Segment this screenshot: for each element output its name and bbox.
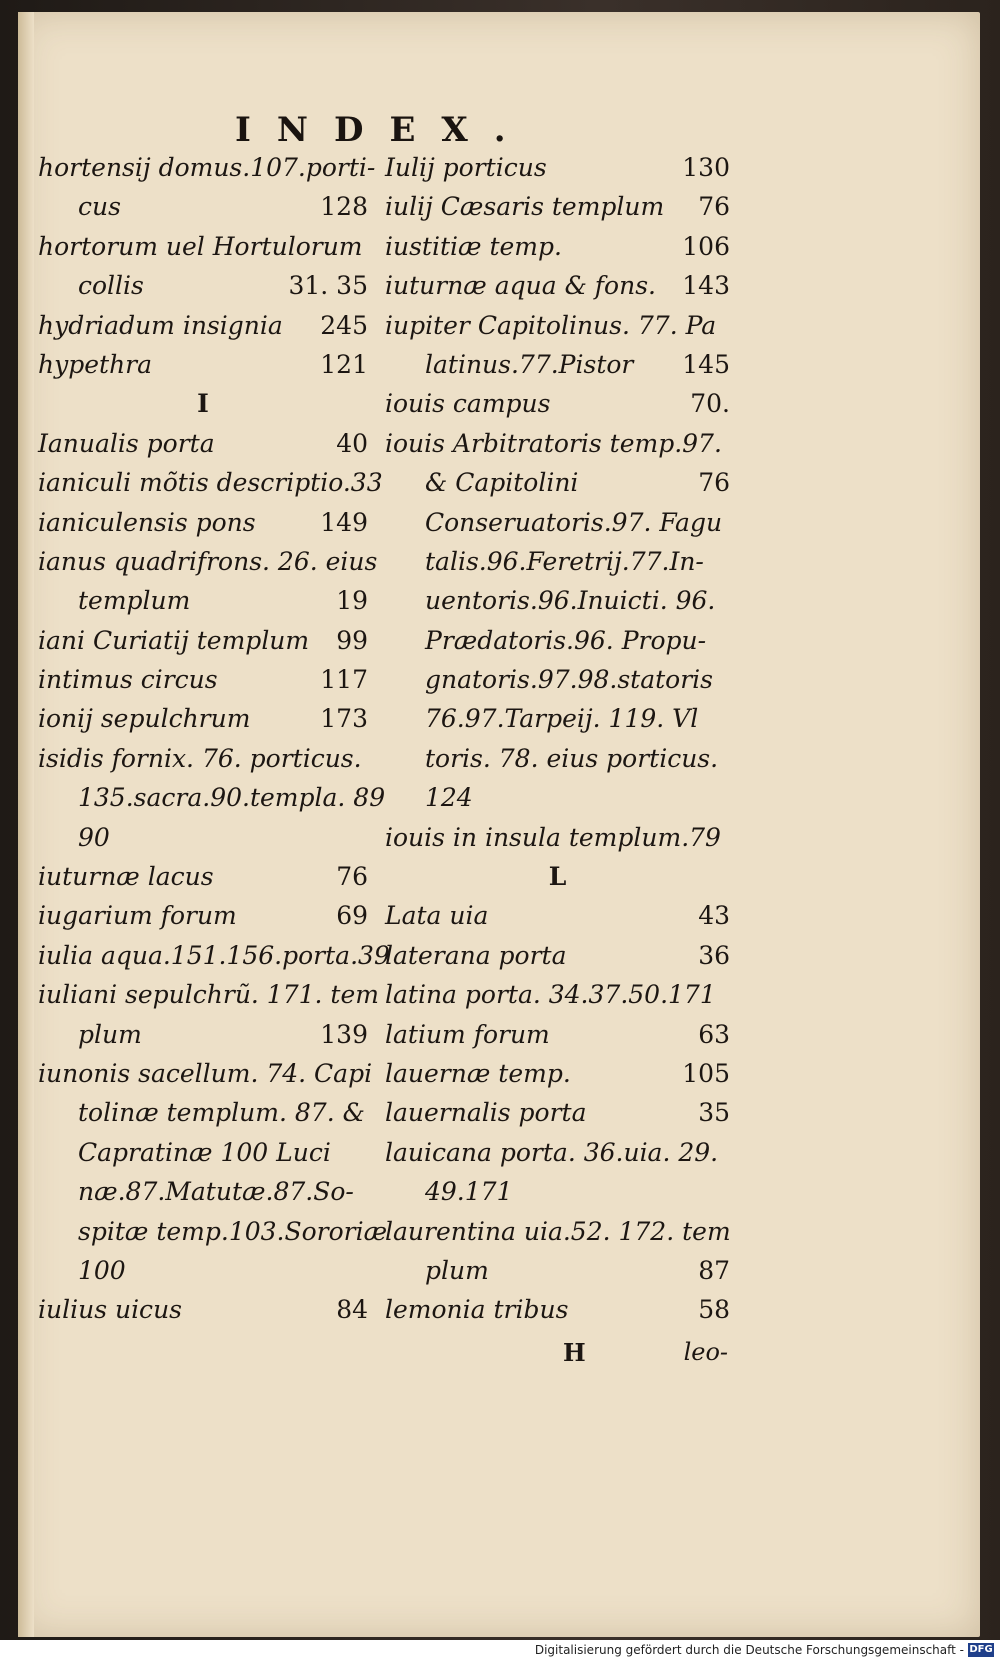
index-entry	[385, 306, 730, 345]
index-entry	[385, 1093, 730, 1132]
index-entry	[38, 896, 368, 935]
index-entry	[385, 936, 730, 975]
index-entry-text: iulij Cæsaris templum	[385, 192, 665, 222]
index-entry-text: 124	[425, 783, 473, 813]
index-entry	[385, 975, 730, 1014]
index-entry-text: Lata uia	[385, 901, 489, 931]
index-entry	[385, 227, 730, 266]
index-entry	[38, 306, 368, 345]
index-column-left	[38, 148, 390, 1330]
index-entry	[38, 187, 368, 226]
index-entry-text: spitæ temp.103.Sororiæ	[78, 1216, 388, 1246]
index-page-number: 31. 35	[288, 271, 368, 301]
index-entry-text: latinus.77.Pistor	[425, 349, 634, 379]
index-entry	[38, 1093, 368, 1132]
index-entry	[38, 1172, 368, 1211]
index-entry-text: ionij sepulchrum	[38, 704, 251, 734]
index-entry	[38, 581, 368, 620]
footer-credit: Digitalisierung gefördert durch die Deutsche Forschungsgemeinschaft -	[534, 1643, 964, 1657]
index-entry-text: 49.171	[425, 1177, 513, 1207]
index-entry-text: Iulij porticus	[385, 153, 547, 182]
index-entry	[385, 1054, 730, 1093]
index-page-number: 63	[698, 1019, 730, 1049]
index-entry-text: lauernæ temp.	[385, 1058, 571, 1088]
index-page-number: 70.	[690, 389, 730, 419]
index-page-number: 128	[320, 192, 368, 222]
index-entry	[38, 463, 383, 502]
index-entry	[385, 345, 730, 384]
index-entry	[385, 1172, 730, 1211]
index-page-number: 58	[698, 1295, 730, 1325]
index-entry-text: laterana porta	[385, 940, 567, 970]
index-entry-text: iuturnæ aqua & fons.	[385, 271, 656, 301]
index-entry-text: iugarium forum	[38, 901, 237, 931]
index-page-number: 76	[698, 468, 730, 498]
index-page-number: 105	[682, 1058, 730, 1088]
index-entry-text: ianiculi mõtis descriptio.33	[38, 468, 383, 498]
index-entry-text: 90	[78, 822, 110, 852]
index-entry-text: iouis campus	[385, 389, 551, 419]
index-page-number: 19	[336, 586, 368, 616]
index-entry-text: talis.96.Feretrij.77.In-	[425, 546, 704, 576]
digitization-footer	[0, 1640, 1000, 1661]
index-entry-text: 76.97.Tarpeij. 119. Vl	[425, 704, 699, 734]
index-entry-text: gnatoris.97.98.statoris	[425, 665, 714, 695]
index-entry-text: lemonia tribus	[385, 1295, 569, 1325]
index-entry	[38, 699, 368, 738]
index-entry-text: lauernalis porta	[385, 1098, 587, 1128]
index-entry-text: iupiter Capitolinus. 77. Pa	[385, 310, 717, 340]
index-entry-text: iouis Arbitratoris temp.97.	[385, 428, 722, 458]
index-page-number: 145	[682, 349, 730, 379]
index-entry	[38, 857, 368, 896]
index-entry-text: ianiculensis pons	[38, 507, 256, 537]
index-entry-text: Prædatoris.96. Propu-	[425, 625, 707, 655]
index-entry	[38, 266, 368, 305]
index-entry-text: hydriadum insignia	[38, 310, 283, 340]
index-entry-text: iustitiæ temp.	[385, 231, 562, 261]
index-entry	[38, 542, 378, 581]
dfg-logo: DFG	[969, 1644, 993, 1655]
index-entry-text: iani Curiatij templum	[38, 625, 310, 655]
index-entry	[38, 1133, 368, 1172]
index-entry	[385, 384, 730, 423]
section-letter	[38, 384, 368, 423]
index-entry	[38, 739, 368, 778]
index-entry-text: toris. 78. eius porticus.	[425, 743, 719, 773]
index-entry	[385, 424, 730, 463]
index-entry-text: latina porta. 34.37.50.171	[385, 980, 716, 1010]
index-entry-text: intimus circus	[38, 665, 218, 695]
index-page-number: 149	[320, 507, 368, 537]
index-page-number: 173	[320, 704, 368, 734]
index-entry-text: hortorum uel Hortulorum	[38, 231, 363, 261]
index-entry	[38, 1212, 388, 1251]
index-page-number: 139	[320, 1019, 368, 1049]
index-entry-text: latium forum	[385, 1019, 550, 1049]
index-entry-text: Conseruatoris.97. Fagu	[425, 507, 723, 537]
index-entry	[38, 778, 386, 817]
index-page-number: 99	[336, 625, 368, 655]
index-entry	[38, 503, 368, 542]
index-entry-text: iuliani sepulchrũ. 171. tem	[38, 980, 379, 1010]
catchline	[548, 1338, 728, 1374]
index-page-number: 40	[336, 428, 368, 458]
section-letter	[385, 857, 730, 896]
index-entry-text: I	[197, 389, 209, 419]
index-entry-text: isidis fornix. 76. porticus.	[38, 743, 362, 773]
running-header: INDEX.	[235, 110, 532, 150]
index-entry-text: iulia aqua.151.156.porta.39	[38, 940, 390, 970]
index-entry	[385, 818, 730, 857]
index-page-number: 87	[698, 1255, 730, 1285]
index-entry-text: Capratinæ 100 Luci	[78, 1137, 331, 1167]
index-entry	[385, 778, 730, 817]
index-entry	[385, 148, 730, 187]
index-entry	[385, 739, 730, 778]
index-entry-text: næ.87.Matutæ.87.So-	[78, 1177, 354, 1207]
index-entry	[38, 1054, 373, 1093]
index-page-number: 143	[682, 271, 730, 301]
index-page-number: 76	[698, 192, 730, 222]
index-page-number: 35	[698, 1098, 730, 1128]
index-page-number: 84	[336, 1295, 368, 1325]
index-entry	[38, 424, 368, 463]
index-entry-text: hypethra	[38, 349, 153, 379]
index-entry	[385, 542, 730, 581]
index-entry	[385, 581, 730, 620]
index-entry	[38, 345, 368, 384]
index-page-number: 130	[682, 153, 730, 182]
index-page-number: 117	[320, 665, 368, 695]
index-entry-text: iouis in insula templum.79	[385, 822, 721, 852]
index-entry	[385, 1133, 730, 1172]
index-page-number: 69	[336, 901, 368, 931]
index-entry-text: plum	[78, 1019, 142, 1049]
index-entry-text: iuturnæ lacus	[38, 862, 214, 892]
index-entry	[385, 660, 730, 699]
index-entry	[385, 1251, 730, 1290]
index-entry-text: cus	[78, 192, 121, 222]
page-edge	[18, 12, 34, 1637]
index-entry-text: plum	[425, 1255, 489, 1285]
index-entry-text: L	[548, 862, 567, 892]
index-entry	[385, 621, 730, 660]
index-entry-text: collis	[78, 271, 144, 301]
index-column-right	[385, 148, 730, 1330]
index-entry	[38, 1251, 368, 1290]
index-entry-text: iulius uicus	[38, 1295, 182, 1325]
index-entry	[385, 463, 730, 502]
index-entry	[38, 1290, 368, 1329]
index-entry-text: iunonis sacellum. 74. Capi	[38, 1058, 373, 1088]
index-entry	[38, 621, 368, 660]
index-entry	[38, 975, 379, 1014]
index-entry	[385, 1290, 730, 1329]
index-entry	[38, 660, 368, 699]
index-entry	[38, 227, 368, 266]
index-entry-text: templum	[78, 586, 191, 616]
index-page-number: 121	[320, 349, 368, 379]
index-entry	[385, 187, 730, 226]
index-entry	[38, 936, 390, 975]
index-entry-text: lauicana porta. 36.uia. 29.	[385, 1137, 719, 1167]
index-entry-text: tolinæ templum. 87. &	[78, 1098, 365, 1128]
index-entry	[38, 148, 376, 187]
index-page-number: 43	[698, 901, 730, 931]
catchword: leo-	[683, 1338, 728, 1366]
index-entry	[385, 266, 730, 305]
index-page-number: 106	[682, 231, 730, 261]
index-entry-text: 135.sacra.90.templa. 89	[78, 783, 386, 813]
index-entry	[385, 896, 730, 935]
index-entry-text: laurentina uia.52. 172. tem	[385, 1216, 731, 1246]
index-entry	[385, 503, 730, 542]
index-entry	[38, 1015, 368, 1054]
index-entry	[38, 818, 368, 857]
index-entry-text: ianus quadrifrons. 26. eius	[38, 546, 378, 576]
index-entry	[385, 1015, 730, 1054]
index-entry	[385, 1212, 730, 1251]
index-entry	[385, 699, 730, 738]
signature-mark: H	[563, 1338, 586, 1367]
index-entry-text: hortensij domus.107.porti-	[38, 153, 376, 182]
index-entry-text: 100	[78, 1255, 126, 1285]
index-entry-text: & Capitolini	[425, 468, 579, 498]
index-page-number: 76	[336, 862, 368, 892]
index-page-number: 245	[320, 310, 368, 340]
index-page-number: 36	[698, 940, 730, 970]
index-entry-text: uentoris.96.Inuicti. 96.	[425, 586, 716, 616]
index-entry-text: Ianualis porta	[38, 428, 215, 458]
